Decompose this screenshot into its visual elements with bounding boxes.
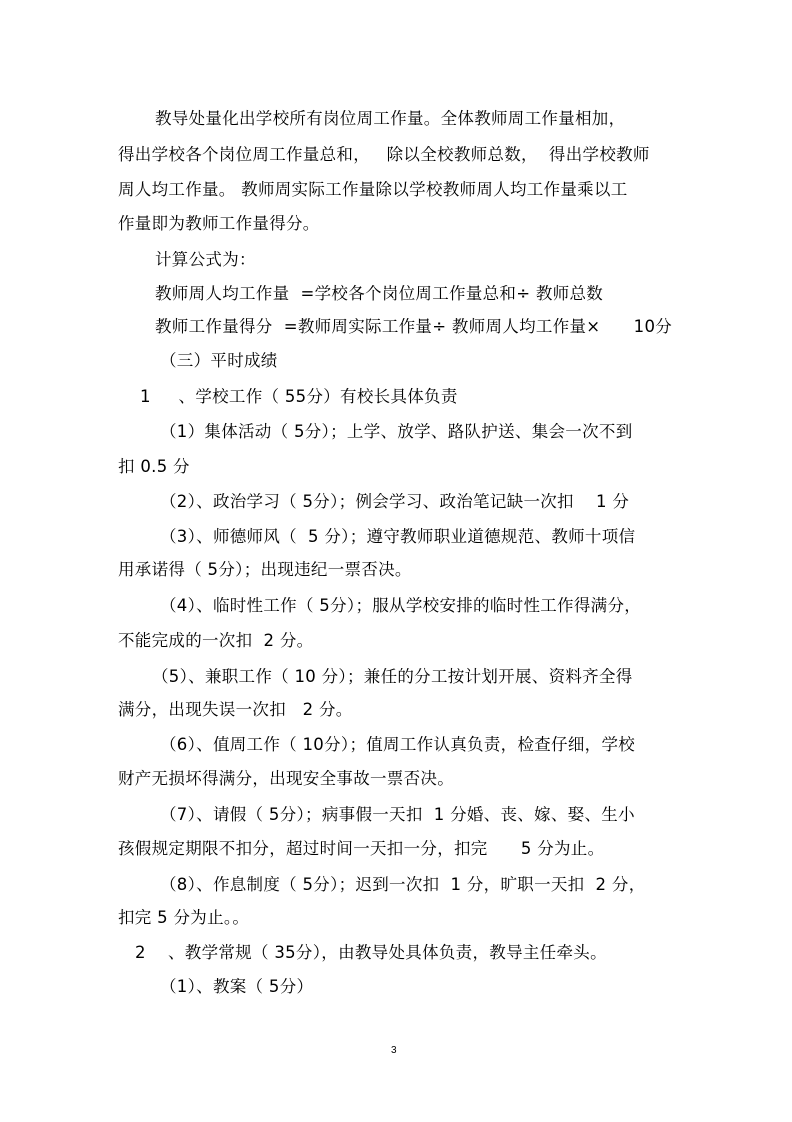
text-line: 扣完 5 分为止。。 <box>118 908 250 927</box>
page-number: 3 <box>391 1045 397 1056</box>
text-line: 作量即为教师工作量得分。 <box>118 214 320 233</box>
text-line: 2 、教学常规（ 35分），由教导处具体负责，教导主任牵头。 <box>135 943 607 962</box>
text-line: （5）、兼职工作（ 10 分）；兼任的分工按计划开展、资料齐全得 <box>152 667 633 686</box>
text-line: 满分，出现失误一次扣 2 分。 <box>118 700 353 719</box>
text-line: （2）、政治学习（ 5分）；例会学习、政治笔记缺一次扣 1 分 <box>160 492 630 511</box>
text-line: 教师周人均工作量 =学校各个岗位周工作量总和÷ 教师总数 <box>155 284 604 303</box>
text-line: 1 、学校工作（ 55分）有校长具体负责 <box>140 387 458 406</box>
text-line: 教导处量化出学校所有岗位周工作量。全体教师周工作量相加， <box>155 109 626 128</box>
text-line: 财产无损坏得满分，出现安全事故一票否决。 <box>118 769 454 788</box>
text-line: 教师工作量得分 =教师周实际工作量÷ 教师周人均工作量× 10分 <box>155 317 673 336</box>
text-line: 计算公式为： <box>155 250 256 269</box>
text-line: （三）平时成绩 <box>160 351 278 370</box>
text-line: 得出学校各个岗位周工作量总和， 除以全校教师总数， 得出学校教师 <box>118 145 650 164</box>
text-line: （4）、临时性工作（ 5分）；服从学校安排的临时性工作得满分， <box>160 596 642 615</box>
text-line: （3）、师德师风（ 5 分）；遵守教师职业道德规范、教师十项信 <box>160 527 636 546</box>
text-line: 孩假规定期限不扣分，超过时间一天扣一分，扣完 5 分为止。 <box>118 839 605 858</box>
text-line: （7）、请假（ 5分）；病事假一天扣 1 分婚、丧、嫁、娶、生小 <box>160 805 635 824</box>
text-line: 周人均工作量。 教师周实际工作量除以学校教师周人均工作量乘以工 <box>118 180 628 199</box>
text-line: （1）、教案（ 5分） <box>160 977 314 996</box>
text-line: （1）集体活动（ 5分）；上学、放学、路队护送、集会一次不到 <box>160 422 633 441</box>
text-line: 用承诺得（ 5分）；出现违纪一票否决。 <box>118 560 412 579</box>
text-line: 不能完成的一次扣 2 分。 <box>118 631 314 650</box>
text-line: 扣 0.5 分 <box>118 457 190 476</box>
text-line: （8）、作息制度（ 5分）；迟到一次扣 1 分，旷职一天扣 2 分， <box>160 875 646 894</box>
text-line: （6）、值周工作（ 10分）；值周工作认真负责，检查仔细，学校 <box>160 735 636 754</box>
